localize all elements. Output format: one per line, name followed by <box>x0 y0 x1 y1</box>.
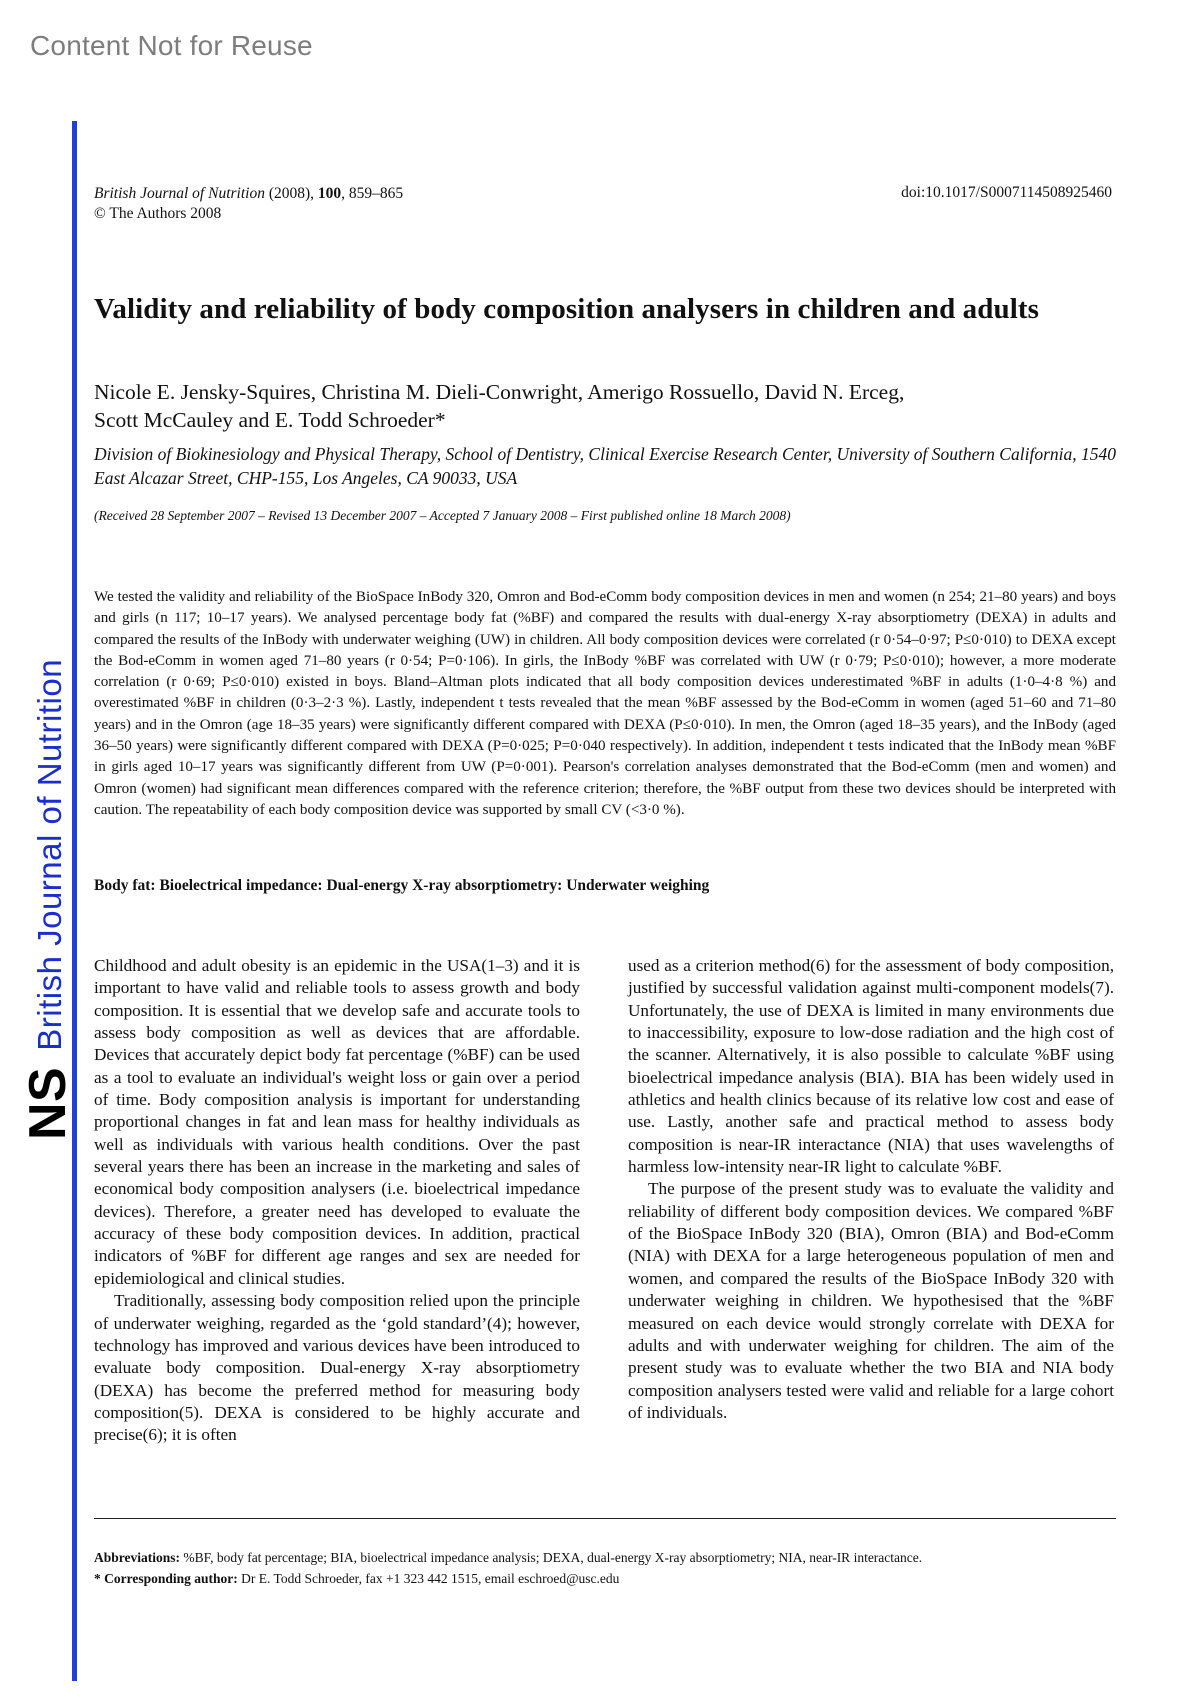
citation-header <box>94 184 403 224</box>
author-list <box>94 378 1114 434</box>
corresponding-author-footnote <box>94 1568 1116 1589</box>
abbreviations-text: %BF, body fat percentage; BIA, bioelectrical impedance analysis; DEXA, dual-energy X-ray absorptiometry; NIA, near-IR interactance. <box>180 1550 923 1565</box>
watermark-text: Content Not for Reuse <box>30 30 313 61</box>
body-column-right <box>628 955 1114 1424</box>
citation-volume: 100 <box>317 185 342 202</box>
footnote-divider <box>94 1518 1116 1519</box>
journal-side-brand <box>18 659 78 1140</box>
doi[interactable]: doi:10.1017/S0007114508925460 <box>901 184 1112 201</box>
abbreviations-footnote <box>94 1547 1116 1568</box>
copyright-line: © The Authors 2008 <box>94 205 222 222</box>
affiliation: Division of Biokinesiology and Physical Therapy, School of Dentistry, Clinical Exercise Research Center, University of Southern California, 1540 East Alcazar Street, CHP-155, Los Angeles, CA 90033, USA <box>94 444 1116 488</box>
journal-logo: NS <box>19 1066 77 1140</box>
body-paragraph: Childhood and adult obesity is an epidemic in the USA(1–3) and it is important to have valid and reliable tools to assess growth and body composition. It is essential that we develop safe and accurate tools to assess body composition as well as devices that are affordable. Devices that accurately depict body fat percentage (%BF) can be used as a tool to evaluate an individual's weight loss or gain over a period of time. Body composition analysis is important for understanding proportional changes in fat and lean mass for healthy individuals as well as individuals with various health conditions. Over the past several years there has been an increase in the marketing and sales of economical body composition analysers (i.e. bioelectrical impedance devices). Therefore, a greater need has developed to evaluate the accuracy of these body composition devices. In addition, practical indicators of %BF for different age ranges and sex are needed for epidemiological and clinical studies. <box>94 956 580 1288</box>
article-title: Validity and reliability of body composition analysers in children and adults <box>94 293 1040 325</box>
author-line: Scott McCauley and E. Todd Schroeder* <box>94 408 446 432</box>
abbreviations-label: Abbreviations: <box>94 1550 181 1565</box>
body-column-left <box>94 955 580 1447</box>
corresponding-author-text: Dr E. Todd Schroeder, fax +1 323 442 1515, email eschroed@usc.edu <box>237 1571 620 1586</box>
body-paragraph: The purpose of the present study was to evaluate the validity and reliability of different body composition devices. We compared %BF of the BioSpace InBody 320 (BIA), Omron (BIA) and Bod-eComm (NIA) with DEXA for a large heterogeneous population of men and women, and compared the results of the BioSpace InBody 320 with underwater weighing in children. We hypothesised that the %BF measured on each device would strongly correlate with DEXA for adults and with underwater weighing for children. The aim of the present study was to evaluate whether the two BIA and NIA body composition analysers tested were valid and reliable for a large cohort of individuals. <box>628 1179 1114 1422</box>
abstract: We tested the validity and reliability of the BioSpace InBody 320, Omron and Bod-eComm body composition devices in men and women (n 254; 21–80 years) and boys and girls (n 117; 10–17 years). We analysed percentage body fat (%BF) and compared the results with dual-energy X-ray absorptiometry (DEXA) in adults and compared the results of the InBody with underwater weighing (UW) in children. All body composition devices were correlated (r 0·54–0·97; P≤0·010) to DEXA except the Bod-eComm in women aged 71–80 years (r 0·54; P=0·106). In girls, the InBody %BF was correlated with UW (r 0·79; P≤0·010); however, a more moderate correlation (r 0·69; P≤0·010) existed in boys. Bland–Altman plots indicated that all body composition devices underestimated %BF in adults (1·0–4·8 %) and overestimated %BF in children (0·3–2·3 %). Lastly, independent t tests revealed that the mean %BF assessed by the Bod-eComm in women (aged 51–60 and 71–80 years) and in the Omron (age 18–35 years) were significantly different compared with DEXA (P≤0·010). In men, the Omron (aged 18–35 years), and the InBody (aged 36–50 years) were significantly different compared with DEXA (P=0·025; P=0·040 respectively). In addition, independent t tests indicated that the InBody mean %BF in girls aged 10–17 years was significantly different from UW (P=0·001). Pearson's correlation analyses demonstrated that the Bod-eComm (men and women) and Omron (women) had significant mean differences compared with the reference criterion; therefore, the %BF output from these two devices should be interpreted with caution. The repeatability of each body composition device was supported by small CV (<3·0 %). <box>94 589 1116 818</box>
journal-side-name: British Journal of Nutrition <box>31 658 68 1051</box>
received-dates: (Received 28 September 2007 – Revised 13 December 2007 – Accepted 7 January 2008 – First published online 18 March 2008) <box>94 508 791 523</box>
keywords: Body fat: Bioelectrical impedance: Dual-energy X-ray absorptiometry: Underwater weighing <box>94 877 710 894</box>
citation-pages: , 859–865 <box>341 185 404 202</box>
author-line: Nicole E. Jensky-Squires, Christina M. Dieli-Conwright, Amerigo Rossuello, David N. Erceg, <box>94 380 905 404</box>
body-paragraph: Traditionally, assessing body composition relied upon the principle of underwater weighing, regarded as the ‘gold standard’(4); however, technology has improved and various devices have been introduced to evaluate body composition. Dual-energy X-ray absorptiometry (DEXA) has become the preferred method for measuring body composition(5). DEXA is considered to be highly accurate and precise(6); it is often <box>94 1291 580 1445</box>
corresponding-author-label: * Corresponding author: <box>94 1571 238 1586</box>
journal-name: British Journal of Nutrition <box>94 185 265 202</box>
footnotes <box>94 1547 1116 1589</box>
body-paragraph: used as a criterion method(6) for the assessment of body composition, justified by successful validation against multi-component models(7). Unfortunately, the use of DEXA is limited in many environments due to inaccessibility, exposure to low-dose radiation and the high cost of the scanner. Alternatively, it is also possible to calculate %BF using bioelectrical impedance analysis (BIA). BIA has been widely used in athletics and health clinics because of its relative low cost and ease of use. Lastly, another safe and practical method to assess body composition is near-IR interactance (NIA) that uses wavelengths of harmless low-intensity near-IR light to calculate %BF. <box>628 956 1114 1177</box>
citation-year: (2008), <box>268 185 318 202</box>
